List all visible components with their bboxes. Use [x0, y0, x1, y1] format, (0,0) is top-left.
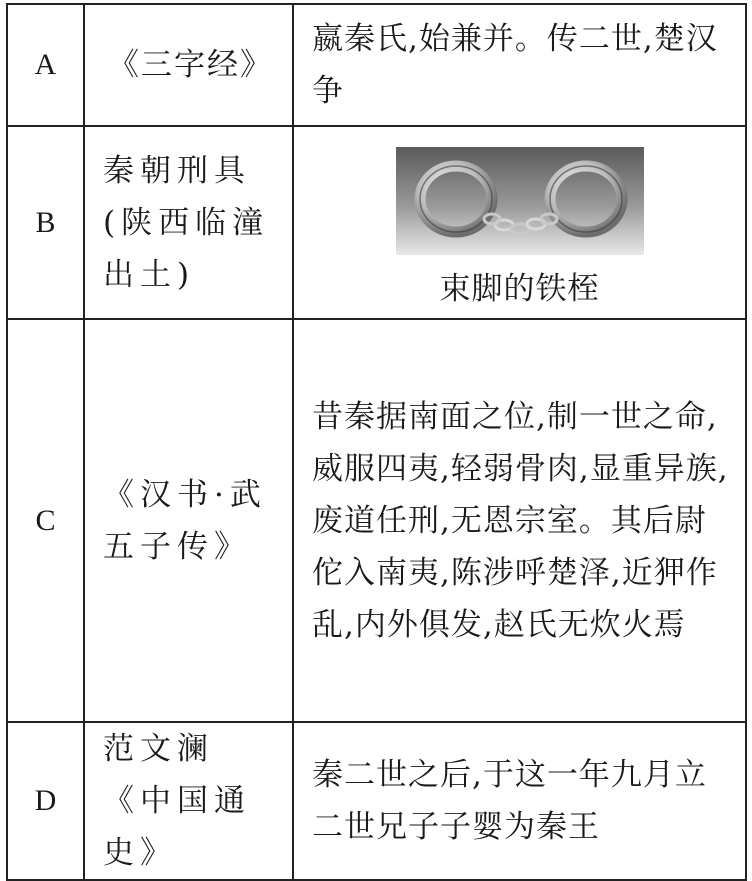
row-label: C [7, 319, 84, 722]
history-sources-table [6, 3, 747, 881]
table-row-c [7, 319, 746, 722]
row-label: B [7, 126, 84, 319]
source-cell: 《三字经》 [84, 4, 293, 126]
row-label: A [7, 4, 84, 126]
table-row-a [7, 4, 746, 126]
image-cell [293, 126, 746, 319]
source-cell: 范文澜《中国通史》 [84, 722, 293, 880]
iron-shackles-photo [396, 147, 644, 255]
image-caption: 束脚的铁桎 [439, 271, 600, 307]
table-row-d [7, 722, 746, 880]
content-cell: 秦二世之后,于这一年九月立二世兄子子婴为秦王 [293, 722, 746, 880]
source-cell: 秦朝刑具(陕西临潼出土) [84, 126, 293, 319]
table-row-b [7, 126, 746, 319]
source-cell: 《汉书·武五子传》 [84, 319, 293, 722]
row-label: D [7, 722, 84, 880]
content-cell: 嬴秦氏,始兼并。传二世,楚汉争 [293, 4, 746, 126]
content-cell: 昔秦据南面之位,制一世之命,威服四夷,轻弱骨肉,显重异族,废道任刑,无恩宗室。其后尉佗入南夷,陈涉呼楚泽,近狎作乱,内外俱发,赵氏无炊火焉 [293, 319, 746, 722]
